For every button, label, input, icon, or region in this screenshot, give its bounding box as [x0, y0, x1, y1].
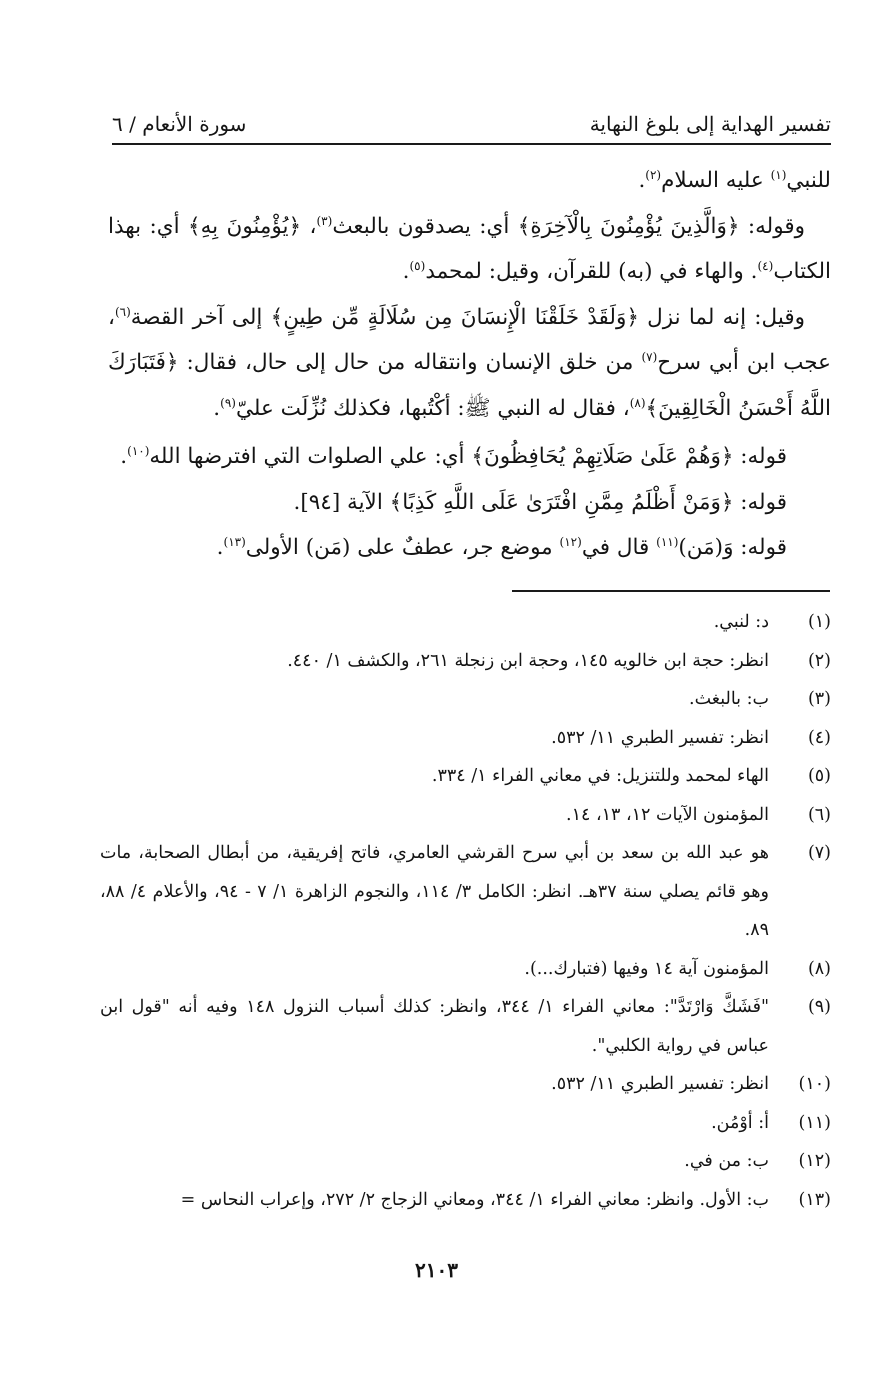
paragraph-2 [108, 204, 831, 295]
quran-verse: ﴿وَهُمْ عَلَىٰ صَلَاتِهِمْ يُحَافِظُونَ﴾ [471, 444, 734, 469]
footnote-number: (٧) [807, 843, 831, 863]
page-number: ٢١٠٣ [415, 1258, 458, 1282]
text-span: إلى آخر القصة [130, 304, 271, 330]
text-span: وقوله: [739, 213, 805, 239]
footnote-number: (٤) [807, 727, 831, 748]
footnote-item [100, 796, 831, 835]
footnote-text: ب: بالبغث. [689, 689, 769, 709]
footnote-item [100, 603, 831, 642]
text-span: موضع جر، عطفٌ على (مَن) الأولى [245, 535, 560, 560]
text-span: قوله: وَ(مَن) [678, 535, 787, 560]
text-span: . [402, 259, 410, 284]
text-span: الآية [٩٤]. [293, 489, 390, 515]
text-span: من خلق الإنسان وانتقاله من حال إلى حال، فقال: [178, 350, 642, 375]
surah-title: سورة الأنعام / ٦ [112, 112, 247, 136]
footnote-number: (٣) [807, 689, 831, 709]
footnote-number: (٩) [807, 997, 831, 1017]
footnote-ref-6: (٦) [114, 304, 131, 319]
header-divider [112, 143, 831, 145]
footnote-text: هو عبد الله بن سعد بن أبي سرح القرشي العامري، فاتح إفريقية، من أبطال الصحابة، مات وهو قائم يصلي سنة ٣٧هـ. انظر: الكامل ٣/ ١١٤، والنجوم الزاهرة ١/ ٧ - ٩٤، والأعلام ٤/ ٨٨، ٨٩. [100, 843, 769, 940]
footnote-text: أ: أوْمُن. [711, 1112, 769, 1133]
footnote-item [100, 1065, 831, 1104]
text-span: ، فقال له النبي ﷺ: أكْتُبها، فكذلك نُزِّلَت عليّ [235, 395, 630, 421]
quran-verse: ﴿وَمَنْ أَظْلَمُ مِمَّنِ افْتَرَىٰ عَلَى اللَّهِ كَذِبًا﴾ [389, 489, 734, 515]
footnote-item [100, 1181, 831, 1220]
footnote-text: انظر: تفسير الطبري ١١/ ٥٣٢. [551, 1074, 769, 1094]
text-span: . [638, 168, 646, 193]
text-span: قوله: [733, 444, 787, 469]
footnote-text: المؤمنون الآيات ١٢، ١٣، ١٤. [566, 804, 769, 825]
footnote-number: (١٢) [798, 1151, 831, 1171]
footnote-item [100, 1142, 831, 1181]
text-span: . [213, 395, 221, 421]
text-span: أي: علي الصلوات التي افترضها الله [149, 444, 472, 469]
paragraph-1 [108, 158, 831, 204]
footnote-item [100, 642, 831, 681]
footnote-ref-13: (١٣) [223, 534, 246, 549]
footnote-ref-9: (٩) [220, 395, 236, 410]
footnote-item [100, 757, 831, 796]
paragraph-4 [108, 434, 831, 480]
text-span: للنبي [786, 168, 831, 193]
footnote-number: (١) [807, 612, 831, 632]
footnote-ref-5: (٥) [409, 258, 426, 273]
footnote-text: ب: من في. [684, 1151, 769, 1171]
footnote-ref-3: (٣) [316, 213, 333, 228]
footnote-ref-11: (١١) [656, 534, 679, 549]
footnote-text: "فَشَكَّ وَارْتَدَّ": معاني الفراء ١/ ٣٤٤، وانظر: كذلك أسباب النزول ١٤٨ وفيه أنه "قول ابن عباس في رواية الكلبي". [100, 997, 769, 1056]
text-span: أي: بهذا الكتاب [108, 213, 831, 284]
footnote-ref-10: (١٠) [127, 443, 150, 458]
footnote-text: الهاء لمحمد وللتنزيل: في معاني الفراء ١/ ٣٣٤. [431, 766, 769, 786]
main-text [108, 158, 831, 571]
footnote-ref-4: (٤) [757, 258, 774, 273]
footnote-item [100, 988, 831, 1065]
footnote-number: (١٣) [798, 1189, 831, 1210]
book-title: تفسير الهداية إلى بلوغ النهاية [589, 112, 831, 136]
footnote-ref-8: (٨) [629, 395, 646, 410]
footnote-item [100, 680, 831, 719]
footnote-text: د: لنبي. [713, 612, 769, 632]
footnote-number: (٨) [807, 958, 831, 979]
footnote-ref-7: (٧) [641, 349, 658, 364]
paragraph-3 [108, 295, 831, 432]
footnote-number: (٦) [807, 804, 831, 825]
running-header [112, 96, 831, 136]
text-span: . والهاء في (به) للقرآن، وقيل: لمحمد [425, 259, 758, 284]
text-span: قال في [581, 535, 657, 560]
footnote-number: (٥) [807, 766, 831, 786]
footnote-ref-12: (١٢) [559, 534, 582, 549]
footnote-ref-2: (٢) [645, 167, 662, 182]
footnote-number: (١٠) [798, 1074, 831, 1094]
text-span: وقيل: إنه لما نزل [638, 304, 805, 330]
footnote-number: (٢) [807, 650, 831, 671]
paragraph-5 [108, 480, 831, 526]
footnote-text: ب: الأول. وانظر: معاني الفراء ١/ ٣٤٤، ومعاني الزجاج ٢/ ٢٧٢، وإعراب النحاس = [180, 1189, 769, 1210]
text-span: . [120, 444, 128, 469]
quran-verse: ﴿فَتَبَارَكَ اللَّهُ أَحْسَنُ الْخَالِقِينَ﴾ [108, 350, 831, 421]
text-span: ، [301, 213, 317, 239]
quran-verse: ﴿وَلَقَدْ خَلَقْنَا الْإِنسَانَ مِن سُلَالَةٍ مِّن طِينٍ﴾ [270, 304, 639, 330]
quran-verse: ﴿يُؤْمِنُونَ بِهِ﴾ [188, 213, 302, 239]
footnote-item [100, 719, 831, 758]
paragraph-6 [108, 525, 831, 571]
footnote-item [100, 834, 831, 950]
text-span: عليه السلام [661, 168, 771, 193]
footnote-text: المؤمنون آية ١٤ وفيها (فتبارك...). [524, 958, 769, 979]
footnote-item [100, 950, 831, 989]
footnotes [100, 603, 831, 1219]
text-span: أي: يصدقون بالبعث [332, 213, 518, 239]
footnote-ref-1: (١) [770, 167, 787, 182]
quran-verse: ﴿وَالَّذِينَ يُؤْمِنُونَ بِالْآخِرَةِ﴾ [517, 213, 740, 239]
footnote-item [100, 1104, 831, 1143]
footnote-text: انظر: تفسير الطبري ١١/ ٥٣٢. [551, 727, 769, 748]
footnote-number: (١١) [798, 1112, 831, 1133]
text-span: قوله: [733, 489, 787, 515]
footnote-divider [512, 590, 830, 592]
footnote-text: انظر: حجة ابن خالويه ١٤٥، وحجة ابن زنجلة ٢٦١، والكشف ١/ ٤٤٠. [287, 650, 769, 671]
text-span: . [216, 535, 224, 560]
text-span: ، عجب ابن أبي سرح [108, 304, 831, 375]
